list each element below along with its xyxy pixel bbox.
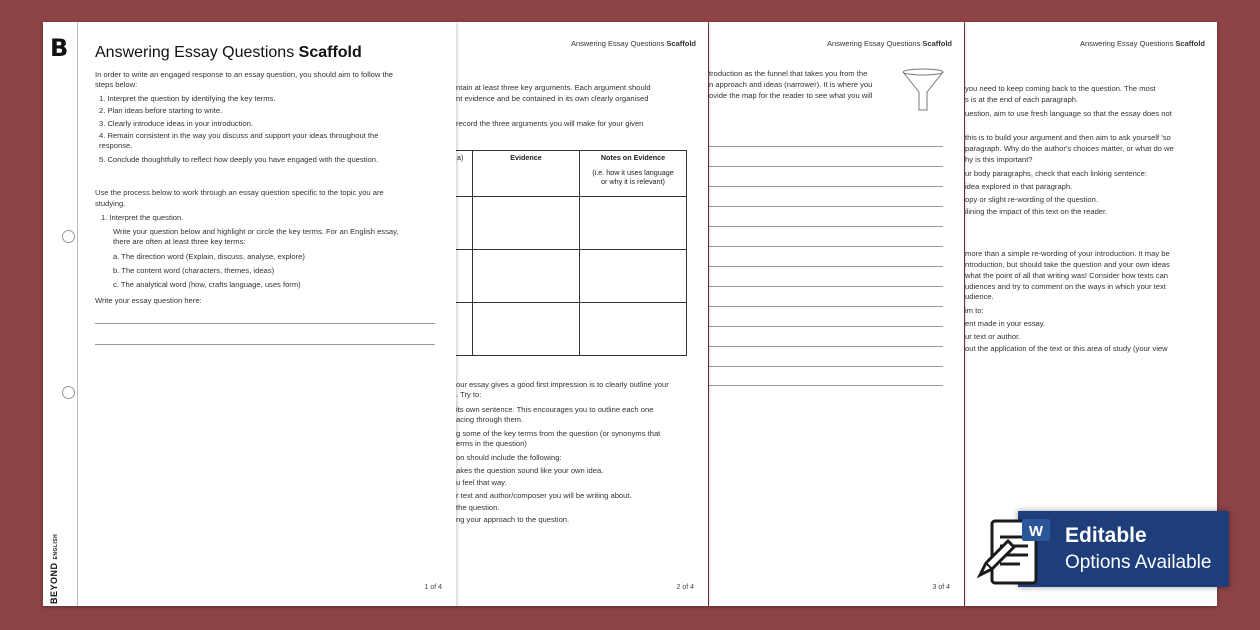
body-text: its own sentence. This encourages you to outline each one bbox=[456, 405, 654, 414]
answer-line[interactable] bbox=[709, 266, 943, 267]
body-text: more than a simple re-wording of your introduction. It may be bbox=[965, 249, 1170, 258]
word-document-edit-icon bbox=[974, 515, 1060, 589]
body-text: this is to build your argument and then aim to ask yourself 'so bbox=[965, 133, 1171, 142]
body-text: acing through them. bbox=[456, 415, 524, 424]
body-text: u feel that way. bbox=[456, 478, 507, 487]
step-item: response. bbox=[99, 141, 133, 150]
worksheet-page-2 bbox=[456, 22, 708, 606]
process-text: Use the process below to work through an essay question specific to the topic you are bbox=[95, 188, 384, 197]
badge-title: Editable bbox=[1065, 524, 1147, 547]
body-text: akes the question sound like your own idea. bbox=[456, 466, 604, 475]
body-text: nt evidence and be contained in its own clearly organised bbox=[456, 94, 649, 103]
answer-line[interactable] bbox=[709, 306, 943, 307]
body-text: you need to keep coming back to the question. The most bbox=[965, 84, 1156, 93]
funnel-icon bbox=[900, 68, 946, 114]
body-text: udiences and try to comment on the ways in which your text bbox=[965, 282, 1166, 291]
body-text: hy is this important? bbox=[965, 155, 1033, 164]
worksheet-page-3 bbox=[709, 22, 964, 606]
table-cell[interactable] bbox=[580, 250, 687, 303]
table-header: Notes on Evidence (i.e. how it uses language or why it is relevant) bbox=[580, 151, 687, 197]
table-header: a) bbox=[456, 151, 473, 197]
body-text: ur body paragraphs, check that each linking sentence: bbox=[965, 169, 1147, 178]
page-header: Answering Essay Questions Scaffold bbox=[826, 39, 952, 48]
step-item: 3. Clearly introduce ideas in your introduction. bbox=[99, 119, 254, 128]
body-text: ilining the impact of this text on the reader. bbox=[965, 207, 1108, 216]
body-text: troduction as the funnel that takes you from the bbox=[709, 69, 868, 78]
punch-hole bbox=[62, 386, 75, 399]
body-text: ent made in your essay. bbox=[965, 319, 1046, 328]
body-text: ntain at least three key arguments. Each argument should bbox=[456, 83, 651, 92]
body-text: our essay gives a good first impression is to clearly outline your bbox=[456, 380, 669, 389]
body-text: ntroduction, but should take the question and your own ideas bbox=[965, 260, 1170, 269]
brand-name: BEYONDENGLISH bbox=[49, 533, 59, 604]
page-number: 2 of 4 bbox=[676, 584, 694, 591]
body-text: erms in the question) bbox=[456, 439, 527, 448]
word-letter: W bbox=[1028, 523, 1044, 540]
answer-line[interactable] bbox=[709, 326, 943, 327]
body-text: on should include the following: bbox=[456, 453, 562, 462]
answer-line[interactable] bbox=[709, 206, 943, 207]
step-item: 1. Interpret the question by identifying the key terms. bbox=[99, 94, 276, 103]
answer-line[interactable] bbox=[709, 366, 943, 367]
evidence-table bbox=[456, 150, 687, 356]
body-text: . Try to: bbox=[456, 390, 482, 399]
instruction-text: there are often at least three key terms: bbox=[113, 237, 246, 246]
answer-line[interactable] bbox=[709, 286, 943, 287]
step-item: 5. Conclude thoughtfully to reflect how deeply you have engaged with the question. bbox=[99, 155, 379, 164]
answer-line[interactable] bbox=[95, 344, 435, 345]
body-text: udience. bbox=[965, 292, 994, 301]
answer-line[interactable] bbox=[709, 146, 943, 147]
table-cell[interactable] bbox=[580, 303, 687, 356]
intro-text: In order to write an engaged response to an essay question, you should aim to follow the bbox=[95, 70, 394, 79]
answer-line[interactable] bbox=[709, 226, 943, 227]
worksheet-page-1 bbox=[43, 22, 456, 606]
page-header: Answering Essay Questions Scaffold bbox=[570, 39, 696, 48]
table-cell[interactable] bbox=[473, 197, 580, 250]
answer-line[interactable] bbox=[709, 186, 943, 187]
body-text: the question. bbox=[456, 503, 500, 512]
body-text: record the three arguments you will make for your given bbox=[456, 119, 644, 128]
term-item: b. The content word (characters, themes, ideas) bbox=[113, 266, 275, 275]
answer-line[interactable] bbox=[709, 166, 943, 167]
table-cell[interactable] bbox=[473, 303, 580, 356]
process-text: studying. bbox=[95, 199, 126, 208]
step-item: 4. Remain consistent in the way you discuss and support your ideas throughout the bbox=[99, 131, 379, 140]
answer-line[interactable] bbox=[709, 246, 943, 247]
body-text: paragraph. Why do the author's choices matter, or what do we bbox=[965, 144, 1174, 153]
term-item: c. The analytical word (how, crafts language, uses form) bbox=[113, 280, 301, 289]
punch-hole bbox=[62, 230, 75, 243]
beyond-logo: B bbox=[50, 34, 69, 62]
page-number: 1 of 4 bbox=[424, 584, 442, 591]
body-text: ur text or author. bbox=[965, 332, 1021, 341]
subheading: 1. Interpret the question. bbox=[101, 213, 184, 222]
body-text: idea explored in that paragraph. bbox=[965, 182, 1073, 191]
intro-text: steps below: bbox=[95, 80, 138, 89]
step-item: 2. Plan ideas before starting to write. bbox=[99, 106, 223, 115]
body-text: ng your approach to the question. bbox=[456, 515, 570, 524]
page-number: 3 of 4 bbox=[932, 584, 950, 591]
table-cell[interactable] bbox=[580, 197, 687, 250]
body-text: opy or slight re-wording of the question. bbox=[965, 195, 1098, 204]
binding-rail bbox=[43, 22, 78, 606]
badge-subtitle: Options Available bbox=[1065, 552, 1212, 573]
table-cell[interactable] bbox=[473, 250, 580, 303]
body-text: out the application of the text or this area of study (your view bbox=[965, 344, 1168, 353]
term-item: a. The direction word (Explain, discuss, analyse, explore) bbox=[113, 252, 305, 261]
instruction-text: Write your question below and highlight or circle the key terms. For an English essay, bbox=[113, 227, 399, 236]
answer-line[interactable] bbox=[709, 346, 943, 347]
body-text: what the point of all that writing was! Consider how texts can bbox=[965, 271, 1169, 280]
write-prompt: Write your essay question here: bbox=[95, 296, 202, 305]
body-text: ovide the map for the reader to see what you will bbox=[709, 91, 873, 100]
body-text: n approach and ideas (narrower). It is where you bbox=[709, 80, 873, 89]
body-text: s is at the end of each paragraph. bbox=[965, 95, 1079, 104]
page-title: Answering Essay Questions Scaffold bbox=[95, 44, 362, 61]
body-text: uestion, aim to use fresh language so that the essay does not bbox=[965, 109, 1172, 118]
body-text: r text and author/composer you will be writing about. bbox=[456, 491, 632, 500]
body-text: im to: bbox=[965, 306, 984, 315]
table-header: Evidence bbox=[473, 151, 580, 197]
answer-line[interactable] bbox=[709, 385, 943, 386]
page-header: Answering Essay Questions Scaffold bbox=[1079, 39, 1205, 48]
body-text: g some of the key terms from the question (or synonyms that bbox=[456, 429, 661, 438]
answer-line[interactable] bbox=[95, 323, 435, 324]
